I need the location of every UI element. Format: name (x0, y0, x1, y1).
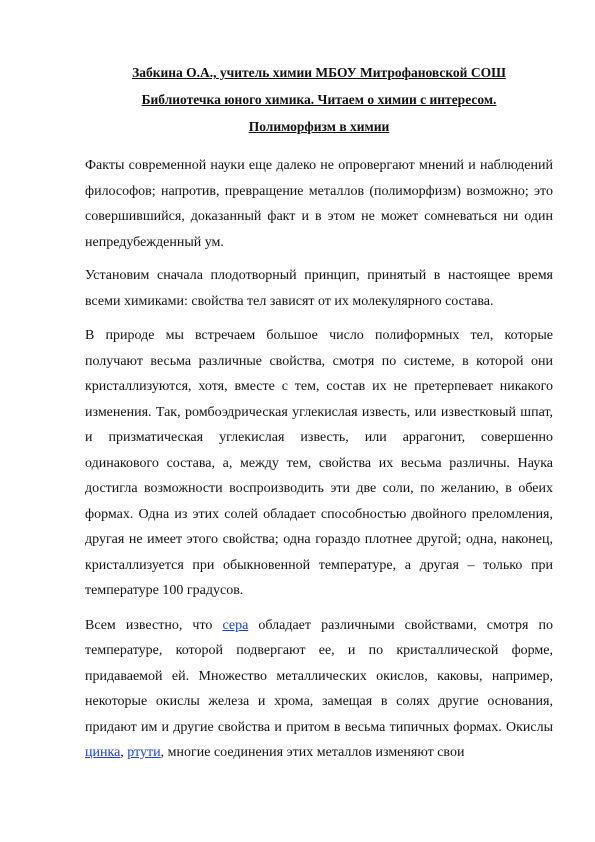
paragraph-2: Установим сначала плодотворный принцип, принятый в настоящее время всеми химиками: свойства тел зависят от их молекулярного состава. (85, 268, 553, 309)
document-page (85, 64, 553, 766)
link-tsinka[interactable]: цинка (85, 745, 121, 760)
paragraph-4-text-b: обладает различными свойствами, смотря по температуре, которой подвергают ее, и по кристаллической форме, придаваемой ей. Множество металлических окислов, каковы, например, некоторые окислы железа и хрома, замещая в солях другие основания, придают им и другие свойства и притом в весьма типичных формах. Окислы (85, 617, 554, 735)
paragraph-4 (85, 613, 553, 766)
link-rtuti[interactable]: ртути (127, 745, 161, 760)
paragraph-1: Факты современной науки еще далеко не опровергают мнений и наблюдений философов; напротив, превращение металлов (полиморфизм) возможно; это совершившийся, доказанный факт и в этом не может сомневаться ни один непредубежденный ум. (85, 158, 553, 250)
paragraph-4-separator: , (120, 745, 128, 760)
paragraph-4-text-a: Всем известно, что (85, 617, 223, 633)
author-line: Забкина О.А., учитель химии МБОУ Митрофановской СОШ (132, 65, 506, 80)
document-title: Полиморфизм в химии (248, 119, 390, 134)
link-sera[interactable]: сера (222, 617, 249, 633)
paragraph-4-text-c: , многие соединения этих металлов изменяют свои (160, 745, 465, 760)
series-line: Библиотечка юного химика. Читаем о химии с интересом. (141, 92, 497, 107)
paragraph-3: В природе мы встречаем большое число полиформных тел, которые получают весьма различные свойства, смотря по системе, в которой они кристаллизуются, хотя, вместе с тем, состав их не претерпевает никакого изменения. Так, ромбоэдрическая углекислая известь, или известковый шпат, и призматическая углекислая известь, или аррагонит, совершенно одинакового состава, а, между тем, свойства их весьма различны. Наука достигла возможности воспроизводить эти две соли, по желанию, в обеих формах. Одна из этих солей обладает способностью двойного преломления, другая не имеет этого свойства; одна гораздо плотнее другой; одна, наконец, кристаллизуется при обыкновенной температуре, а другая – только при температуре 100 градусов. (85, 328, 553, 598)
